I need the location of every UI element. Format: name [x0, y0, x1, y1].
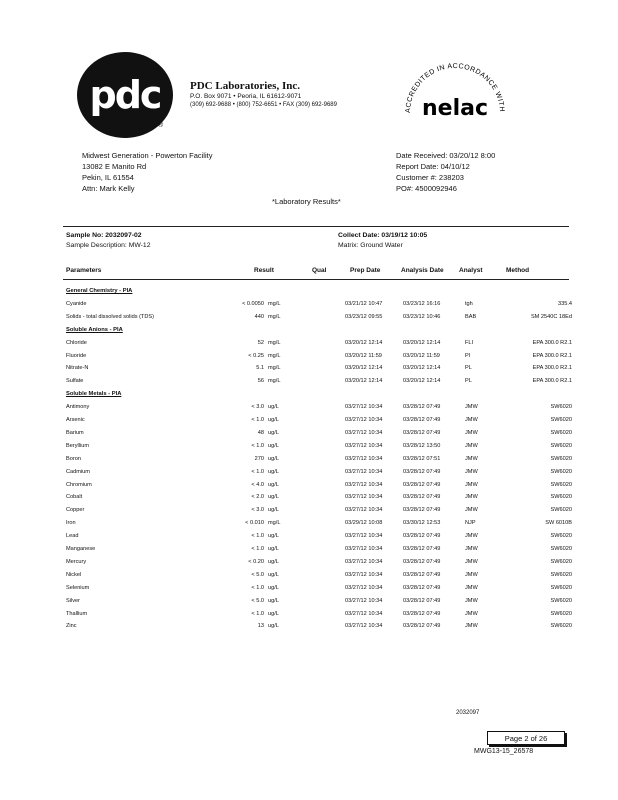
- cell-analysis-date: 03/28/12 07:49: [403, 558, 441, 565]
- table-row: [0, 546, 618, 558]
- cell-prep-date: 03/27/12 10:34: [345, 597, 383, 604]
- cell-analyst: JMW: [465, 417, 478, 423]
- cell-parameter: Manganese: [66, 546, 96, 552]
- cell-analysis-date: 03/20/12 12:14: [403, 365, 441, 372]
- cell-method: 335.4: [558, 300, 572, 307]
- table-row: [0, 340, 618, 352]
- table-row: [0, 482, 618, 494]
- seal-arc-text: ACCREDITED IN ACCORDANCE WITH: [404, 62, 506, 114]
- cell-analysis-date: 03/28/12 07:51: [403, 455, 441, 462]
- cell-analyst: JMW: [465, 494, 478, 501]
- table-row: [0, 314, 618, 326]
- cell-analyst: JMW: [465, 597, 478, 604]
- cell-analyst: JMW: [465, 507, 478, 514]
- cell-parameter: Boron: [66, 455, 81, 462]
- cell-analysis-date: 03/28/12 07:49: [403, 571, 441, 578]
- cell-analyst: BAB: [465, 313, 477, 320]
- cell-analyst: NJP: [465, 520, 476, 527]
- table-row: [0, 623, 618, 635]
- table-row: [0, 353, 618, 365]
- cell-method: SW6020: [550, 442, 572, 449]
- divider-header: [63, 279, 569, 280]
- cell-method: SW 6010B: [545, 520, 572, 527]
- cell-analyst: PL: [465, 378, 472, 385]
- cell-analyst: JMW: [465, 404, 478, 411]
- cell-analyst: PI: [465, 352, 471, 359]
- date-received: Date Received: 03/20/12 8:00: [396, 151, 496, 160]
- cell-unit: ug/L: [268, 442, 279, 449]
- cell-unit: ug/L: [268, 597, 279, 604]
- sample-number: Sample No: 2032097-02: [66, 232, 142, 239]
- company-name: PDC Laboratories, Inc.: [190, 80, 300, 92]
- matrix: Matrix: Ground Water: [338, 242, 403, 249]
- footer-report-id: 2032097: [456, 710, 480, 716]
- cell-prep-date: 03/27/12 10:34: [345, 610, 383, 617]
- cell-result: < 0.25: [248, 352, 264, 359]
- sample-info-left: [66, 231, 151, 251]
- cell-parameter: Antimony: [66, 404, 90, 411]
- table-row: [0, 611, 618, 623]
- cell-method: SW6020: [550, 610, 572, 617]
- cell-result: < 0.010: [245, 520, 264, 527]
- cell-parameter: Selenium: [66, 584, 90, 591]
- cell-prep-date: 03/20/12 12:14: [345, 339, 383, 346]
- section-title: Soluble Metals - PIA: [66, 391, 122, 398]
- cell-method: SW6020: [550, 623, 572, 630]
- client-city: Pekin, IL 61554: [82, 173, 134, 182]
- cell-method: SW6020: [550, 404, 572, 411]
- cell-method: EPA 300.0 R2.1: [532, 339, 572, 346]
- cell-prep-date: 03/27/12 10:34: [345, 623, 383, 630]
- cell-result: < 1.0: [251, 546, 264, 552]
- cell-analyst: JMW: [465, 584, 478, 591]
- sample-info-right: [338, 231, 427, 251]
- cell-analyst: JMW: [465, 442, 478, 449]
- collect-date: Collect Date: 03/19/12 10:05: [338, 232, 428, 239]
- cell-analysis-date: 03/28/12 07:49: [403, 417, 441, 423]
- cell-prep-date: 03/27/12 10:34: [345, 455, 383, 462]
- cell-result: 440: [254, 313, 264, 320]
- cell-method: SW6020: [550, 507, 572, 514]
- cell-analyst: JMW: [465, 429, 478, 436]
- cell-analyst: JMW: [465, 481, 478, 488]
- table-row: [0, 533, 618, 545]
- cell-prep-date: 03/27/12 10:34: [345, 571, 383, 578]
- cell-unit: mg/L: [268, 352, 281, 359]
- cell-method: SW6020: [550, 558, 572, 565]
- cell-method: SW6020: [550, 571, 572, 578]
- sample-description: Sample Description: MW-12: [66, 242, 151, 249]
- cell-analyst: JMW: [465, 571, 478, 578]
- po-number: PO#: 4500092946: [396, 184, 457, 193]
- cell-parameter: Lead: [66, 533, 79, 540]
- cell-method: SW6020: [550, 597, 572, 604]
- cell-result: < 3.0: [251, 404, 264, 411]
- page-indicator: Page 2 of 26: [487, 731, 565, 745]
- cell-unit: ug/L: [268, 404, 279, 411]
- client-name: Midwest Generation - Powerton Facility: [82, 151, 213, 160]
- cell-analyst: JMW: [465, 468, 478, 475]
- customer-number: Customer #: 238203: [396, 173, 464, 182]
- cell-unit: mg/L: [268, 313, 281, 320]
- cell-parameter: Copper: [66, 507, 85, 514]
- cell-unit: mg/L: [268, 339, 281, 346]
- cell-analyst: JMW: [465, 623, 478, 630]
- table-row: [0, 598, 618, 610]
- cell-prep-date: 03/20/12 11:59: [345, 352, 382, 359]
- cell-unit: mg/L: [268, 300, 281, 307]
- cell-analysis-date: 03/28/12 07:49: [403, 533, 441, 540]
- cell-result: < 4.0: [251, 481, 264, 488]
- cell-method: SW6020: [550, 481, 572, 488]
- table-row: [0, 301, 618, 313]
- cell-result: < 1.0: [251, 584, 264, 591]
- table-row: [0, 430, 618, 442]
- cell-analyst: JMW: [465, 610, 478, 617]
- cell-result: < 2.0: [251, 494, 264, 501]
- cell-unit: ug/L: [268, 571, 279, 578]
- cell-parameter: Cadmium: [66, 468, 90, 475]
- cell-unit: ug/L: [268, 481, 279, 488]
- cell-analyst: JMW: [465, 558, 478, 565]
- cell-analysis-date: 03/23/12 10:46: [403, 313, 441, 320]
- cell-result: 13: [257, 623, 264, 630]
- table-row: [0, 365, 618, 377]
- divider-top: [63, 226, 569, 227]
- results-table: [0, 288, 618, 628]
- cell-prep-date: 03/27/12 10:34: [345, 546, 383, 552]
- cell-prep-date: 03/27/12 10:34: [345, 404, 383, 411]
- cell-method: EPA 300.0 R2.1: [532, 378, 572, 385]
- cell-unit: ug/L: [268, 546, 279, 552]
- cell-analyst: PL: [465, 365, 472, 372]
- report-title: *Laboratory Results*: [272, 197, 341, 206]
- nelac-accreditation-seal: [400, 55, 510, 123]
- cell-analysis-date: 03/20/12 12:14: [403, 339, 441, 346]
- cell-result: < 1.0: [251, 468, 264, 475]
- cell-prep-date: 03/27/12 10:34: [345, 468, 383, 475]
- cell-result: < 5.0: [251, 571, 264, 578]
- cell-parameter: Fluoride: [66, 352, 87, 359]
- cell-parameter: Silver: [66, 597, 80, 604]
- cell-unit: mg/L: [268, 520, 281, 527]
- col-parameters: Parameters: [66, 267, 102, 274]
- table-row: [0, 520, 618, 532]
- company-address: P.O. Box 9071 • Peoria, IL 61612-9071: [190, 93, 302, 100]
- col-analyst: Analyst: [459, 267, 483, 274]
- cell-prep-date: 03/27/12 10:34: [345, 507, 383, 514]
- cell-analysis-date: 03/28/12 07:49: [403, 429, 441, 436]
- cell-analysis-date: 03/28/12 07:49: [403, 546, 441, 552]
- table-row: [0, 507, 618, 519]
- cell-analysis-date: 03/28/12 07:49: [403, 584, 441, 591]
- cell-analyst: JMW: [465, 546, 478, 552]
- cell-parameter: Thallium: [66, 610, 88, 617]
- cell-method: SW6020: [550, 494, 572, 501]
- cell-method: SW6020: [550, 417, 572, 423]
- cell-analyst: JMW: [465, 533, 478, 540]
- cell-analysis-date: 03/28/12 07:49: [403, 610, 441, 617]
- table-row: [0, 469, 618, 481]
- cell-analysis-date: 03/28/12 07:49: [403, 507, 441, 514]
- cell-result: < 1.0: [251, 533, 264, 540]
- cell-method: SW6020: [550, 584, 572, 591]
- cell-analysis-date: 03/20/12 12:14: [403, 378, 441, 385]
- cell-result: < 1.0: [251, 417, 264, 423]
- cell-method: SW6020: [550, 533, 572, 540]
- pdc-logo-text: pdc: [89, 73, 161, 117]
- col-qual: Qual: [312, 267, 327, 274]
- cell-prep-date: 03/27/12 10:34: [345, 429, 383, 436]
- cell-analysis-date: 03/28/12 13:50: [403, 442, 441, 449]
- registered-mark: ®: [158, 122, 164, 129]
- seal-logo-text: nelac: [421, 96, 489, 121]
- cell-analysis-date: 03/30/12 12:53: [403, 520, 441, 527]
- cell-parameter: Barium: [66, 429, 84, 436]
- cell-prep-date: 03/27/12 10:34: [345, 533, 383, 540]
- col-result: Result: [254, 267, 274, 274]
- cell-parameter: Beryllium: [66, 442, 90, 449]
- table-row: [0, 456, 618, 468]
- cell-prep-date: 03/27/12 10:34: [345, 494, 383, 501]
- table-row: [0, 417, 618, 429]
- cell-prep-date: 03/27/12 10:34: [345, 584, 383, 591]
- cell-method: SM 2540C 18Ed: [530, 313, 572, 320]
- cell-prep-date: 03/21/12 10:47: [345, 300, 383, 307]
- section-heading: [0, 391, 618, 403]
- cell-unit: ug/L: [268, 468, 279, 475]
- cell-analysis-date: 03/28/12 07:49: [403, 404, 441, 411]
- cell-method: SW6020: [550, 468, 572, 475]
- cell-analyst: JMW: [465, 455, 478, 462]
- cell-method: SW6020: [550, 429, 572, 436]
- table-row: [0, 559, 618, 571]
- cell-parameter: Sulfate: [66, 378, 84, 385]
- cell-result: < 1.0: [251, 442, 264, 449]
- section-heading: [0, 327, 618, 339]
- cell-parameter: Arsenic: [66, 417, 85, 423]
- cell-result: 270: [254, 455, 264, 462]
- cell-prep-date: 03/27/12 10:34: [345, 481, 383, 488]
- cell-method: SW6020: [550, 546, 572, 552]
- cell-parameter: Zinc: [66, 623, 77, 630]
- cell-analyst: FLI: [465, 339, 474, 346]
- cell-analysis-date: 03/28/12 07:49: [403, 623, 441, 630]
- cell-result: < 0.0050: [242, 300, 264, 307]
- cell-unit: ug/L: [268, 455, 279, 462]
- cell-parameter: Chromium: [66, 481, 92, 488]
- cell-result: < 3.0: [251, 507, 264, 514]
- cell-parameter: Iron: [66, 520, 76, 527]
- table-row: [0, 378, 618, 390]
- col-prep-date: Prep Date: [350, 267, 381, 274]
- cell-unit: ug/L: [268, 533, 279, 540]
- cell-result: < 0.20: [248, 558, 264, 565]
- cell-unit: mg/L: [268, 365, 281, 372]
- cell-result: 48: [257, 429, 264, 436]
- cell-method: EPA 300.0 R2.1: [532, 365, 572, 372]
- cell-result: 5.1: [256, 365, 264, 372]
- cell-result: 56: [257, 378, 264, 385]
- cell-unit: ug/L: [268, 417, 279, 423]
- cell-unit: ug/L: [268, 584, 279, 591]
- cell-unit: ug/L: [268, 623, 279, 630]
- report-date: Report Date: 04/10/12: [396, 162, 470, 171]
- cell-analysis-date: 03/23/12 16:16: [403, 300, 441, 307]
- company-phones: (309) 692-9688 • (800) 752-6651 • FAX (309) 692-9689: [190, 102, 337, 108]
- cell-analysis-date: 03/28/12 07:49: [403, 468, 441, 475]
- cell-unit: ug/L: [268, 610, 279, 617]
- table-row: [0, 443, 618, 455]
- cell-unit: ug/L: [268, 429, 279, 436]
- col-method: Method: [506, 267, 530, 274]
- client-attn: Attn: Mark Kelly: [82, 184, 135, 193]
- report-info-block: [396, 150, 495, 194]
- cell-analysis-date: 03/28/12 07:49: [403, 494, 441, 501]
- cell-analyst: tgh: [465, 300, 473, 307]
- table-row: [0, 585, 618, 597]
- cell-parameter: Nitrate-N: [66, 365, 89, 372]
- cell-prep-date: 03/27/12 10:34: [345, 558, 383, 565]
- bates-number: MWG13-15_26578: [474, 748, 534, 755]
- cell-parameter: Chloride: [66, 339, 87, 346]
- cell-unit: ug/L: [268, 507, 279, 514]
- cell-method: EPA 300.0 R2.1: [532, 352, 572, 359]
- client-street: 13082 E Manito Rd: [82, 162, 147, 171]
- section-heading: [0, 288, 618, 300]
- cell-parameter: Solids - total dissolved solids (TDS): [66, 313, 154, 320]
- cell-unit: ug/L: [268, 494, 279, 501]
- cell-parameter: Cyanide: [66, 300, 87, 307]
- cell-prep-date: 03/20/12 12:14: [345, 378, 383, 385]
- cell-parameter: Mercury: [66, 558, 87, 565]
- col-analysis-date: Analysis Date: [401, 267, 444, 274]
- cell-parameter: Nickel: [66, 571, 82, 578]
- client-address-block: [82, 150, 212, 194]
- cell-unit: ug/L: [268, 558, 279, 565]
- cell-result: < 5.0: [251, 597, 264, 604]
- cell-parameter: Cobalt: [66, 494, 83, 501]
- cell-unit: mg/L: [268, 378, 281, 385]
- cell-analysis-date: 03/28/12 07:49: [403, 597, 441, 604]
- cell-analysis-date: 03/28/12 07:49: [403, 481, 441, 488]
- table-row: [0, 404, 618, 416]
- cell-prep-date: 03/27/12 10:34: [345, 417, 383, 423]
- cell-prep-date: 03/20/12 12:14: [345, 365, 383, 372]
- cell-prep-date: 03/23/12 09:55: [345, 313, 383, 320]
- table-row: [0, 494, 618, 506]
- cell-analysis-date: 03/20/12 11:59: [403, 352, 440, 359]
- cell-method: SW6020: [550, 455, 572, 462]
- section-title: Soluble Anions - PIA: [66, 326, 123, 333]
- cell-prep-date: 03/27/12 10:34: [345, 442, 383, 449]
- section-title: General Chemistry - PIA: [66, 288, 133, 294]
- cell-result: < 1.0: [251, 610, 264, 617]
- table-row: [0, 572, 618, 584]
- cell-prep-date: 03/29/12 10:08: [345, 520, 383, 527]
- cell-result: 52: [257, 339, 264, 346]
